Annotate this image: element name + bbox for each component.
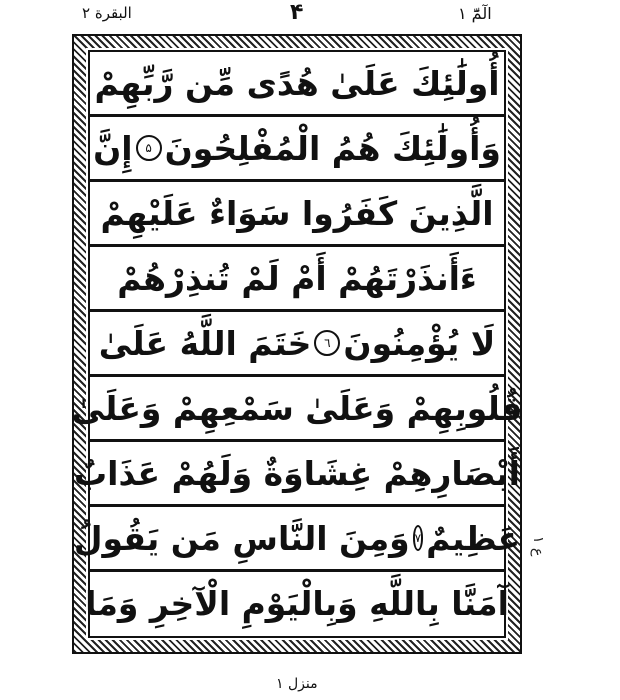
verse-line-3 bbox=[90, 182, 504, 244]
surah-name: البقرة ۲ bbox=[82, 4, 132, 22]
verse-text: الَّذِينَ كَفَرُوا سَوَاءٌ عَلَيْهِمْ bbox=[100, 193, 494, 233]
text-area bbox=[71, 50, 523, 638]
verse-line-4 bbox=[90, 247, 504, 309]
verse-line-1 bbox=[90, 52, 504, 114]
verse-line-2 bbox=[90, 117, 504, 179]
verse-text: أَبْصَارِهِمْ غِشَاوَةٌ وَلَهُمْ عَذَابٌ bbox=[74, 453, 520, 493]
verse-text: آمَنَّا بِاللَّهِ وَبِالْيَوْمِ الْآخِرِ وَمَا bbox=[85, 583, 509, 623]
ayah-marker: ۷ bbox=[413, 525, 423, 551]
juz-name: الٓمّٓ ۱ bbox=[458, 4, 492, 23]
page-header bbox=[0, 0, 620, 30]
verse-line-6 bbox=[71, 377, 523, 439]
ruku-marker: ع ۱ bbox=[530, 536, 546, 557]
verse-line-5 bbox=[90, 312, 504, 374]
page-number: ۴ bbox=[290, 0, 304, 25]
ayah-marker: ٦ bbox=[314, 330, 340, 356]
verse-text: ءَأَنذَرْتَهُمْ أَمْ لَمْ تُنذِرْهُمْ bbox=[117, 258, 477, 298]
verse-text: قُلُوبِهِمْ وَعَلَىٰ سَمْعِهِمْ وَعَلَىٰ bbox=[71, 388, 523, 428]
verse-text: وَمِنَ النَّاسِ مَن يَقُولُ bbox=[73, 518, 410, 558]
verse-line-7 bbox=[74, 442, 520, 504]
verse-text: لَا يُؤْمِنُونَ bbox=[343, 323, 496, 363]
verse-text: إِنَّ bbox=[93, 128, 133, 168]
verse-line-8 bbox=[73, 507, 521, 569]
ayah-marker: ۵ bbox=[136, 135, 162, 161]
verse-line-9 bbox=[85, 572, 509, 634]
manzil-label: منزل ۱ bbox=[276, 676, 318, 692]
verse-text: أُولَٰئِكَ عَلَىٰ هُدًى مِّن رَّبِّهِمْ bbox=[94, 63, 500, 103]
verse-text: وَأُولَٰئِكَ هُمُ الْمُفْلِحُونَ bbox=[164, 128, 501, 168]
verse-text: خَتَمَ اللَّهُ عَلَىٰ bbox=[98, 323, 312, 363]
verse-text: عَظِيمٌ bbox=[426, 518, 521, 558]
